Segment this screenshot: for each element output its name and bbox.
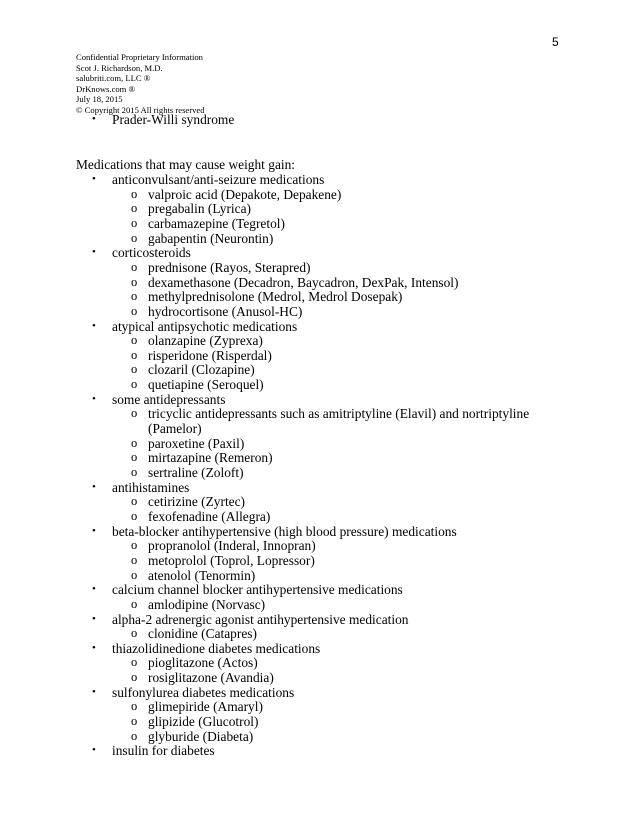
medication-quetiapine: quetiapine (Seroquel) xyxy=(148,377,264,393)
medication-valproic-acid: valproic acid (Depakote, Depakene) xyxy=(148,186,342,202)
sub-bullet-glyph: o xyxy=(131,728,138,743)
sub-bullet-glyph: o xyxy=(131,465,138,479)
header-line-website: DrKnows.com ® xyxy=(76,83,136,94)
medication-tricyclic-antidepressants-such-as-amitri: tricyclic antidepressants such as amitriptyline (Elavil) and nortriptyline xyxy=(148,406,530,422)
bullet-glyph: • xyxy=(92,392,96,405)
medication-paroxetine: paroxetine (Paxil) xyxy=(148,435,245,451)
category-thiazolidinedione-diabetes-medications: thiazolidinedione diabetes medications xyxy=(112,640,321,656)
header-line-copyright: © Copyright 2015 All rights reserved xyxy=(76,104,205,115)
sub-bullet-glyph: o xyxy=(131,494,138,509)
bullet-glyph: • xyxy=(92,612,96,625)
medication-continuation: (Pamelor) xyxy=(148,421,202,436)
category-sulfonylurea-diabetes-medications: sulfonylurea diabetes medications xyxy=(112,684,295,700)
medication-prednisone: prednisone (Rayos, Sterapred) xyxy=(148,259,311,275)
sub-bullet-glyph: o xyxy=(131,435,138,450)
section-title: Medications that may cause weight gain: xyxy=(76,157,296,172)
sub-bullet-glyph: o xyxy=(131,377,138,392)
category-beta-blocker-antihypertensive-medication: beta-blocker antihypertensive (high blood pressure) medications xyxy=(112,523,457,539)
header-line-date: July 18, 2015 xyxy=(76,94,123,105)
bullet-glyph: • xyxy=(92,583,96,596)
medication-glimepiride: glimepiride (Amaryl) xyxy=(148,699,263,715)
bullet-glyph: • xyxy=(92,113,96,125)
medication-atenolol: atenolol (Tenormin) xyxy=(148,567,256,583)
medication-cetirizine: cetirizine (Zyrtec) xyxy=(148,494,246,510)
bullet-glyph: • xyxy=(92,744,96,757)
category-alpha-2-adrenergic-agonist-antihypertens: alpha-2 adrenergic agonist antihypertensive medication xyxy=(112,611,409,627)
sub-bullet-glyph: o xyxy=(131,259,138,274)
medication-pregabalin: pregabalin (Lyrica) xyxy=(148,201,251,217)
sub-bullet-glyph: o xyxy=(131,714,138,728)
medication-glipizide: glipizide (Glucotrol) xyxy=(148,714,259,729)
sub-bullet-glyph: o xyxy=(131,186,138,201)
sub-bullet-glyph: o xyxy=(131,216,138,230)
bullet-glyph: • xyxy=(92,173,96,185)
medication-clozaril: clozaril (Clozapine) xyxy=(148,362,255,378)
medication-pioglitazone: pioglitazone (Actos) xyxy=(148,655,258,671)
medication-methylprednisolone: methylprednisolone (Medrol, Medrol Dosepak) xyxy=(148,289,403,305)
bullet-glyph: • xyxy=(92,641,96,654)
bullet-glyph: • xyxy=(92,246,96,259)
medication-gabapentin: gabapentin (Neurontin) xyxy=(148,230,274,246)
sub-bullet-glyph: o xyxy=(131,406,138,421)
sub-bullet-glyph: o xyxy=(131,362,138,377)
sub-bullet-glyph: o xyxy=(131,274,138,289)
header-line-author: Scot J. Richardson, M.D. xyxy=(76,62,163,73)
document-header xyxy=(76,52,205,116)
bullet-glyph: • xyxy=(92,319,96,332)
sub-bullet-glyph: o xyxy=(131,596,138,611)
sub-bullet-glyph: o xyxy=(131,552,138,567)
header-line-company: salubriti.com, LLC ® xyxy=(76,73,151,84)
category-anticonvulsant-anti-seizure-medications: anticonvulsant/anti-seizure medications xyxy=(112,172,325,187)
sub-bullet-glyph: o xyxy=(131,626,138,641)
sub-bullet-glyph: o xyxy=(131,655,138,670)
category-insulin-for-diabetes: insulin for diabetes xyxy=(112,743,215,759)
medication-olanzapine: olanzapine (Zyprexa) xyxy=(148,333,263,349)
medication-mirtazapine: mirtazapine (Remeron) xyxy=(148,450,273,466)
medication-amlodipine: amlodipine (Norvasc) xyxy=(148,596,266,612)
bullet-glyph: • xyxy=(92,685,96,698)
medication-risperidone: risperidone (Risperdal) xyxy=(148,347,272,363)
sub-bullet-glyph: o xyxy=(131,567,138,582)
medication-carbamazepine: carbamazepine (Tegretol) xyxy=(148,216,285,231)
sub-bullet-glyph: o xyxy=(131,333,138,348)
bullet-glyph: • xyxy=(92,480,96,493)
category-atypical-antipsychotic-medications: atypical antipsychotic medications xyxy=(112,318,298,334)
medication-sertraline: sertraline (Zoloft) xyxy=(148,465,244,480)
sub-bullet-glyph: o xyxy=(131,201,138,216)
medication-clonidine: clonidine (Catapres) xyxy=(148,626,257,642)
category-corticosteroids: corticosteroids xyxy=(112,245,191,261)
medication-hydrocortisone: hydrocortisone (Anusol-HC) xyxy=(148,303,303,319)
sub-bullet-glyph: o xyxy=(131,230,138,245)
sub-bullet-glyph: o xyxy=(131,670,138,685)
sub-bullet-glyph: o xyxy=(131,538,138,553)
sub-bullet-glyph: o xyxy=(131,303,138,318)
sub-bullet-glyph: o xyxy=(131,508,138,523)
sub-bullet-glyph: o xyxy=(131,347,138,362)
bullet-glyph: • xyxy=(92,524,96,537)
category-antihistamines: antihistamines xyxy=(112,479,190,495)
medication-fexofenadine: fexofenadine (Allegra) xyxy=(148,508,271,524)
medication-glyburide: glyburide (Diabeta) xyxy=(148,728,254,744)
medication-dexamethasone: dexamethasone (Decadron, Baycadron, DexPak, Intensol) xyxy=(148,274,459,290)
page-number: 5 xyxy=(552,35,559,49)
category-calcium-channel-blocker-antihypertensive: calcium channel blocker antihypertensive medications xyxy=(112,582,403,598)
header-line-confidential: Confidential Proprietary Information xyxy=(76,52,203,62)
medication-propranolol: propranolol (Inderal, Innopran) xyxy=(148,538,316,554)
medication-metoprolol: metoprolol (Toprol, Lopressor) xyxy=(148,552,315,568)
list-item-prader-willi: Prader-Willi syndrome xyxy=(112,112,235,127)
medication-rosiglitazone: rosiglitazone (Avandia) xyxy=(148,670,274,686)
category-some-antidepressants: some antidepressants xyxy=(112,391,226,407)
sub-bullet-glyph: o xyxy=(131,699,138,714)
sub-bullet-glyph: o xyxy=(131,289,138,304)
sub-bullet-glyph: o xyxy=(131,450,138,465)
